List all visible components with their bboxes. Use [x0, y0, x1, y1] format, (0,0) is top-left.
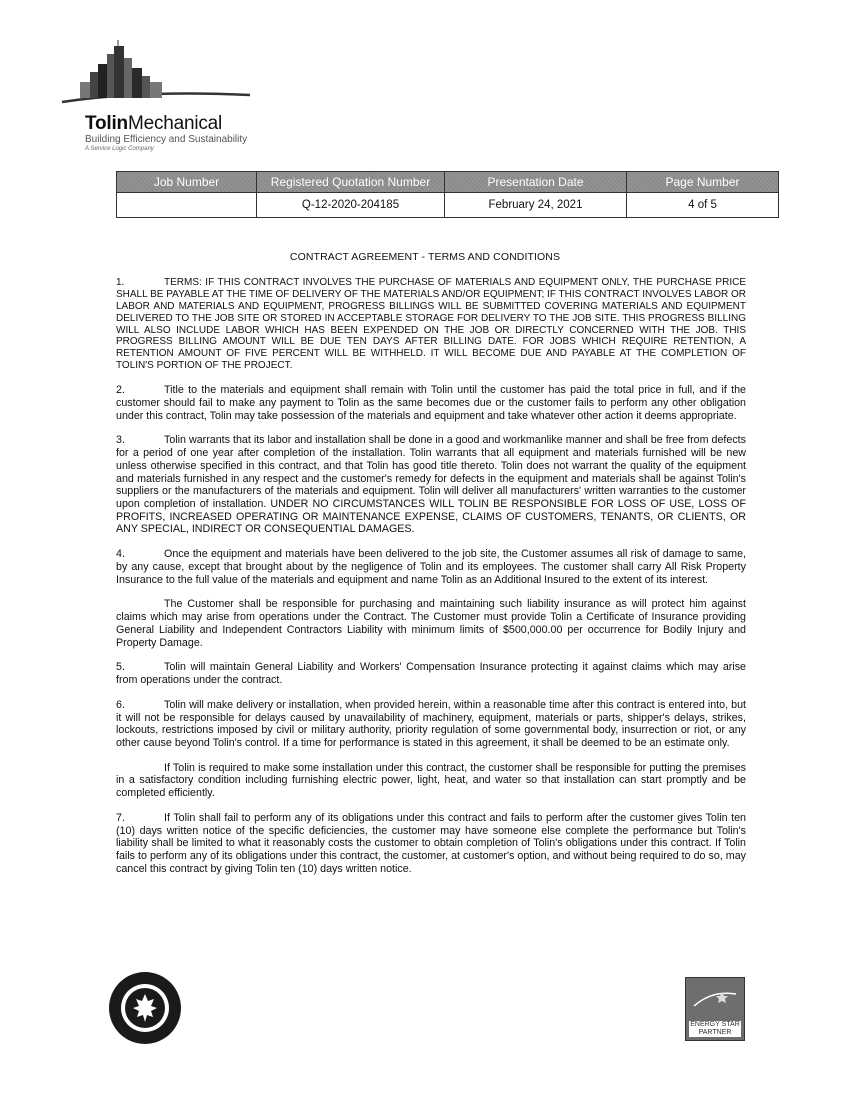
company-logo	[60, 40, 260, 160]
presentation-date-value: February 24, 2021	[445, 193, 627, 218]
col-quotation-number: Registered Quotation Number	[257, 172, 445, 193]
clause-text: If Tolin is required to make some installation under this contract, the customer shall be responsible for putting the premises in a satisfactory condition including furnishing electric power, light, heat, and water so that installation can start promptly and be completed efficiently.	[116, 761, 746, 800]
clause-text: Once the equipment and materials have been delivered to the job site, the Customer assumes all risk of damage to same, by any cause, except that brought about by the negligence of Tolin and its employees. The customer shall carry All Risk Property Insurance to the full value of the materials and equipment and name Tolin as an Additional Insured to the extent of its interest.	[116, 548, 746, 586]
clause	[116, 661, 746, 686]
clause-number: 7.	[116, 811, 125, 824]
brand-tagline: Building Efficiency and Sustainability	[85, 134, 248, 145]
energy-star-badge	[685, 977, 745, 1041]
clause-number: 2.	[116, 384, 125, 397]
clause-text: Tolin will make delivery or installation, when provided herein, within a reasonable time after this contract is entered into, but it will not be responsible for delays caused by unavailability of machinery, equipment, materials or parts, shipper's delays, strikes, lockouts, restrictions imposed by civil or military authority, priority regulation of some governmental body, insurrection or riot, or any other cause beyond Tolin's control. If a time for performance is stated in this agreement, it shall be deemed to be an estimate only.	[116, 698, 746, 750]
clause-text: If Tolin shall fail to perform any of its obligations under this contract and fails to perform after the customer gives Tolin ten (10) days written notice of the specific deficiencies, the customer may have someone else complete the performance but Tolin's liability shall be limited to what it reasonably costs the customer to obtain completion of Tolin's obligations under this contract. If Tolin fails to perform any of its obligations under this contract, the customer, at customer's option, and without being required to do so, may cancel this contract by giving Tolin ten (10) days written notice.	[116, 811, 746, 875]
clause	[116, 812, 746, 876]
clause	[116, 434, 746, 536]
clause	[116, 384, 746, 422]
parent-company: A Service Logic Company	[85, 146, 154, 152]
clause	[116, 548, 746, 586]
energy-star-label: ENERGY STAR PARTNER	[690, 1021, 740, 1036]
clause-continuation	[116, 762, 746, 800]
col-page-number: Page Number	[627, 172, 779, 193]
clause-number: 1.	[116, 277, 125, 288]
clause-number: 5.	[116, 661, 125, 674]
clause-continuation	[116, 598, 746, 649]
job-number-value	[117, 193, 257, 218]
clause-number: 6.	[116, 698, 125, 711]
quotation-number-value: Q-12-2020-204185	[257, 193, 445, 218]
skyline-icon	[60, 40, 260, 115]
clause-number: 4.	[116, 548, 125, 561]
document-title: CONTRACT AGREEMENT - TERMS AND CONDITIONS	[289, 251, 561, 263]
clause-text: TERMS: IF THIS CONTRACT INVOLVES THE PURCHASE OF MATERIALS AND EQUIPMENT ONLY, THE PURCHASE PRICE SHALL BE PAYABLE AT THE TIME OF DELIVERY OF THE MATERIALS AND/OR EQUIPMENT; IF THIS CONTRACT INVOLVES LABOR OR LABOR AND MATERIALS AND EQUIPMENT, PROGRESS BILLINGS WILL BE SUBMITTED COVERING MATERIALS AND EQUIPMENT DELIVERED TO THE JOB SITE OR STORED IN ACCEPTABLE STORAGE FOR DELIVERY TO THE JOB SITE. THIS PROGRESS BILLING WILL ALSO INCLUDE LABOR WHICH HAS BEEN EXPENDED ON THE JOB OR DIRECTLY CONCERNED WITH THE JOB. THIS PROGRESS BILLING AMOUNT WILL BE DUE TEN DAYS AFTER BILLING DATE. FOR JOBS WHICH REQUIRE RETENTION, A RETENTION AMOUNT OF FIVE PERCENT WILL BE WITHHELD. IT WILL BECOME DUE AND PAYABLE AT THE COMPLETION OF TOLIN'S PORTION OF THE PROJECT.	[116, 277, 746, 372]
terms-body	[116, 277, 746, 888]
clause	[116, 277, 746, 372]
clause-text: The Customer shall be responsible for purchasing and maintaining such liability insurance as will protect him against claims which may arise from operations under the Contract. The Customer must provide Tolin a Certificate of Insurance providing General Liability and Independent Contractors Liability with minimum limits of $500,000.00 per occurrence for Bodily Injury and Property Damage.	[116, 598, 746, 649]
clause-text: Title to the materials and equipment shall remain with Tolin until the customer has paid the total price in full, and if the customer should fail to make any payment to Tolin as the same becomes due or the customer fails to perform any other obligation under this contract, Tolin may take possession of the materials and equipment and take whatever other action it deems appropriate.	[116, 384, 746, 422]
col-presentation-date: Presentation Date	[445, 172, 627, 193]
usgbc-member-badge	[107, 970, 183, 1046]
page-number-value: 4 of 5	[627, 193, 779, 218]
clause-text: Tolin warrants that its labor and installation shall be done in a good and workmanlike manner and shall be free from defects for a period of one year after completion of the installation. Tolin warrants that all equipment and materials furnished will be new unless otherwise specified in this contract, and that Tolin has good title thereto. Tolin does not warrant the quality of the equipment and materials furnished in any respect and the customer's remedy for defects in the equipment and materials shall be against Tolin's suppliers or the manufacturers of the materials and equipment. Tolin will deliver all manufacturers' written warranties to the customer upon completion of installation. UNDER NO CIRCUMSTANCES WILL TOLIN BE RESPONSIBLE FOR LOSS OF USE, LOSS OF PROFITS, INCREASED OPERATING OR MAINTENANCE EXPENSE, CLAIMS OF CUSTOMERS, TENANTS, OR CLIENTS, OR ANY SPECIAL, INDIRECT OR CONSEQUENTIAL DAMAGES.	[116, 434, 746, 536]
col-job-number: Job Number	[117, 172, 257, 193]
clause-text: Tolin will maintain General Liability and Workers' Compensation Insurance protecting it against claims which may arise from operations under the contract.	[116, 661, 746, 687]
brand-name: TolinMechanical	[85, 113, 223, 134]
clause-number: 3.	[116, 434, 125, 447]
energy-star-swoosh-icon	[692, 988, 738, 1010]
quotation-info-table	[116, 171, 779, 218]
clause	[116, 699, 746, 750]
